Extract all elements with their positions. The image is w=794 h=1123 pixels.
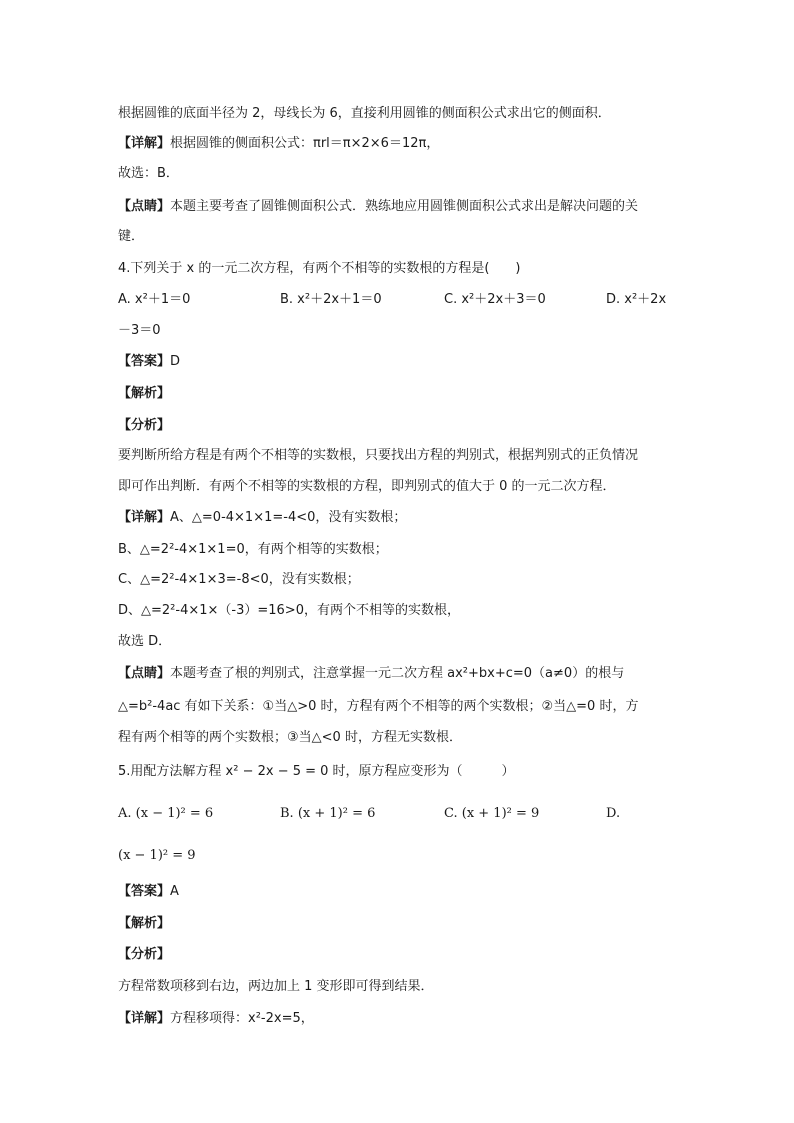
answer-line-q4: [118, 352, 180, 372]
solution-heading-q5: 【解析】: [118, 916, 171, 931]
question-4-options: [118, 290, 678, 310]
comment-tag: 【点睛】: [118, 199, 171, 214]
analysis-text-q5: 方程常数项移到右边，两边加上 1 变形即可得到结果．: [118, 979, 434, 994]
answer-line-q5: [118, 882, 179, 902]
comment-text: 本题主要考查了圆锥侧面积公式．熟练地应用圆锥侧面积公式求出是解决问题的关: [170, 199, 639, 214]
detail-tag: 【详解】: [118, 1011, 171, 1026]
choice-line-q3: 故选：B．: [118, 166, 179, 181]
answer-tag: 【答案】: [118, 354, 171, 369]
comment-line-q3: [118, 197, 638, 217]
option-d-continued: (x − 1)² = 9: [118, 848, 196, 863]
solution-heading-q4: 【解析】: [118, 386, 171, 401]
option-a: A. (x − 1)² = 6: [118, 806, 214, 821]
comment-line-q4-3: 程有两个相等的两个实数根；③当△<0 时，方程无实数根．: [118, 730, 462, 745]
comment-line-q4-1: [118, 664, 624, 684]
detail-line-q4-d: D、△=2²-4×1×（-3）=16>0，有两个不相等的实数根，: [118, 603, 460, 618]
analysis-text-q4-1: 要判断所给方程是有两个不相等的实数根，只要找出方程的判别式，根据判别式的正负情况: [118, 448, 639, 463]
detail-tag: 【详解】: [118, 510, 171, 525]
question-5-stem: 5.用配方法解方程 x² − 2x − 5 = 0 时，原方程应变形为（ ）: [118, 764, 515, 779]
option-b: B. (x + 1)² = 6: [280, 806, 376, 821]
answer-value: D: [170, 354, 181, 369]
option-d-continued: －3＝0: [118, 323, 161, 338]
option-c: C. x²＋2x＋3＝0: [444, 292, 546, 307]
option-d: D. x²＋2x: [606, 292, 667, 307]
comment-line-q4-2: △=b²-4ac 有如下关系：①当△>0 时，方程有两个不相等的两个实数根；②当△=0 时，方: [118, 699, 639, 714]
detail-line-q5: [118, 1009, 314, 1029]
option-b: B. x²＋2x＋1＝0: [280, 292, 382, 307]
option-a: A. x²＋1＝0: [118, 292, 191, 307]
detail-text: 根据圆锥的侧面积公式：πrl＝π×2×6＝12π，: [170, 136, 440, 151]
analysis-heading-q5: 【分析】: [118, 947, 171, 962]
choice-line-q4: 故选 D．: [118, 634, 172, 649]
analysis-heading-q4: 【分析】: [118, 418, 171, 433]
detail-text: 方程移项得：x²-2x=5，: [170, 1011, 314, 1026]
detail-line-q4-b: B、△=2²-4×1×1=0，有两个相等的实数根；: [118, 542, 388, 557]
detail-line-q4-c: C、△=2²-4×1×3=-8<0，没有实数根；: [118, 572, 360, 587]
analysis-text-q4-2: 即可作出判断．有两个不相等的实数根的方程，即判别式的值大于 0 的一元二次方程．: [118, 479, 616, 494]
option-d: D.: [606, 806, 621, 821]
question-5-options: [118, 804, 678, 824]
detail-tag: 【详解】: [118, 136, 171, 151]
answer-value: A: [170, 884, 179, 899]
analysis-text-q3: 根据圆锥的底面半径为 2，母线长为 6，直接利用圆锥的侧面积公式求出它的侧面积．: [118, 106, 611, 121]
detail-line-q4-a: [118, 508, 406, 528]
option-c: C. (x + 1)² = 9: [444, 806, 540, 821]
detail-text: A、△=0-4×1×1=-4<0，没有实数根；: [170, 510, 407, 525]
comment-continued-q3: 键．: [118, 229, 145, 244]
comment-text: 本题考查了根的判别式，注意掌握一元二次方程 ax²+bx+c=0（a≠0）的根与: [170, 666, 625, 681]
answer-tag: 【答案】: [118, 884, 171, 899]
comment-tag: 【点睛】: [118, 666, 171, 681]
detail-line-q3: [118, 134, 439, 154]
question-4-stem: 4.下列关于 x 的一元二次方程，有两个不相等的实数根的方程是( ): [118, 261, 521, 276]
